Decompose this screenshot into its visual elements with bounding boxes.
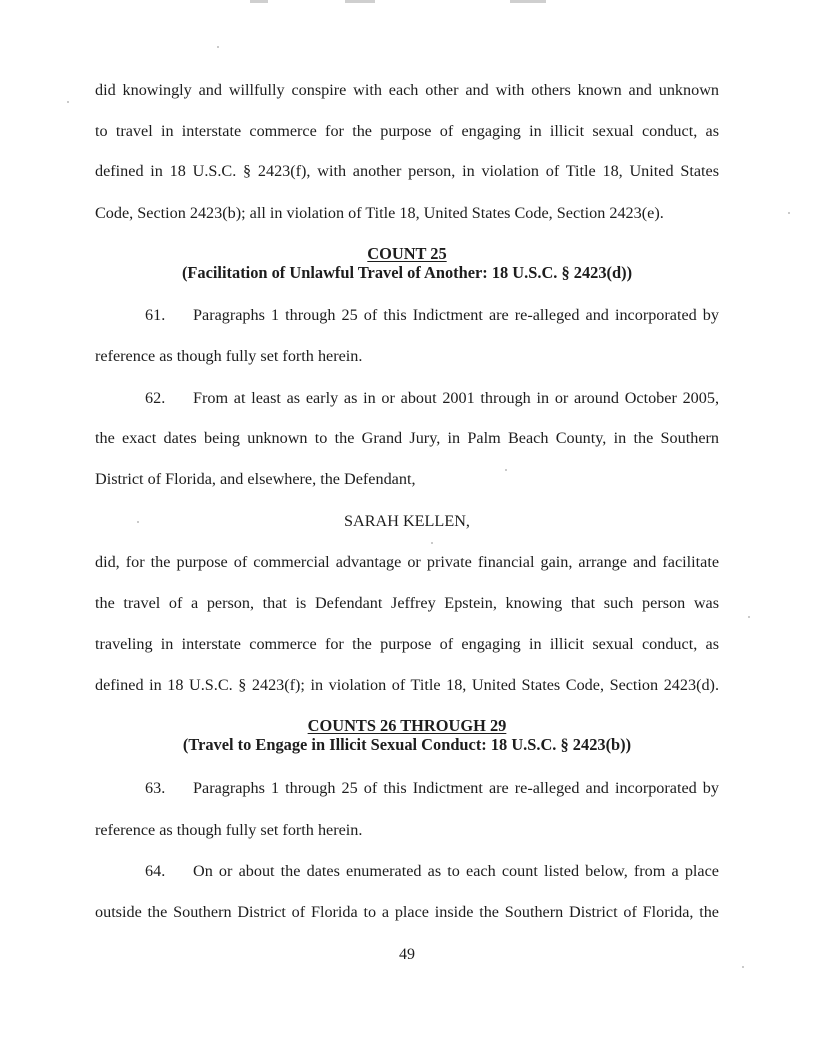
body-line: defined in 18 U.S.C. § 2423(f), with another person, in violation of Title 18, United States: [95, 162, 719, 180]
body-line: traveling in interstate commerce for the purpose of engaging in illicit sexual conduct, as: [95, 635, 719, 653]
defendant-name: SARAH KELLEN,: [344, 512, 470, 530]
scan-speck: [788, 212, 790, 214]
paragraph-text: From at least as early as in or about 2001 through in or around October 2005,: [193, 389, 719, 407]
paragraph-number: 61.: [145, 306, 166, 324]
counts-26-29-subtitle: (Travel to Engage in Illicit Sexual Conduct: 18 U.S.C. § 2423(b)): [182, 735, 632, 754]
scan-speck: [742, 966, 744, 968]
scan-artifact: [250, 0, 268, 3]
scan-speck: [431, 542, 433, 544]
scan-speck: [748, 616, 750, 618]
counts-26-29-title: COUNTS 26 THROUGH 29: [307, 716, 507, 735]
paragraph-number: 63.: [145, 779, 166, 797]
count-25-title: COUNT 25: [367, 244, 447, 263]
page-number: 49: [399, 946, 415, 963]
body-line: Code, Section 2423(b); all in violation of Title 18, United States Code, Section 2423(e).: [95, 204, 664, 222]
paragraph-62-line: the exact dates being unknown to the Grand Jury, in Palm Beach County, in the Southern: [95, 429, 719, 447]
body-line: did, for the purpose of commercial advantage or private financial gain, arrange and facilitate: [95, 553, 719, 571]
body-line: defined in 18 U.S.C. § 2423(f); in violation of Title 18, United States Code, Section 2423(d).: [95, 676, 719, 694]
scan-speck: [67, 101, 69, 103]
paragraph-63-line: reference as though fully set forth herein.: [95, 821, 363, 839]
scan-speck: [217, 46, 219, 48]
paragraph-62-line: [145, 388, 719, 408]
paragraph-number: 62.: [145, 389, 166, 407]
paragraph-62-line: District of Florida, and elsewhere, the Defendant,: [95, 470, 416, 488]
count-25-subtitle: (Facilitation of Unlawful Travel of Another: 18 U.S.C. § 2423(d)): [181, 263, 633, 282]
body-line: did knowingly and willfully conspire with each other and with others known and unknown: [95, 81, 719, 99]
scan-artifact: [510, 0, 546, 3]
paragraph-63-line: [145, 778, 719, 798]
paragraph-61-line: reference as though fully set forth herein.: [95, 347, 363, 365]
paragraph-text: On or about the dates enumerated as to each count listed below, from a place: [193, 862, 719, 880]
paragraph-text: Paragraphs 1 through 25 of this Indictment are re-alleged and incorporated by: [193, 306, 719, 324]
paragraph-61-line: [145, 305, 719, 325]
paragraph-64-line: outside the Southern District of Florida to a place inside the Southern District of Florida, the: [95, 903, 719, 921]
paragraph-text: Paragraphs 1 through 25 of this Indictment are re-alleged and incorporated by: [193, 779, 719, 797]
body-line: to travel in interstate commerce for the purpose of engaging in illicit sexual conduct, as: [95, 122, 719, 140]
paragraph-64-line: [145, 861, 719, 881]
scan-artifact: [345, 0, 375, 3]
paragraph-number: 64.: [145, 862, 166, 880]
body-line: the travel of a person, that is Defendant Jeffrey Epstein, knowing that such person was: [95, 594, 719, 612]
